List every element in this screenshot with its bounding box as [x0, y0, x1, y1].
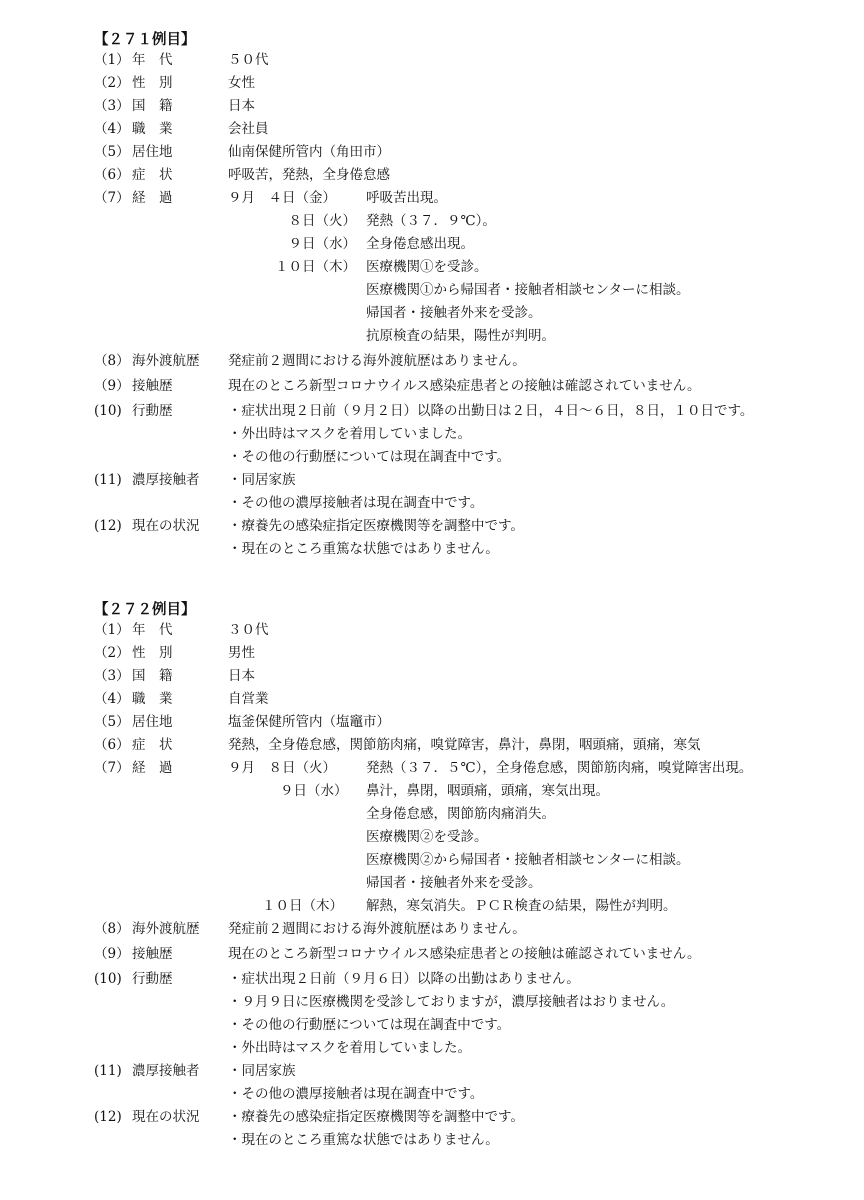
field-label: 現在の状況: [132, 1109, 200, 1125]
field-value: ・症状出現２日前（９月２日）以降の出勤日は２日，４日～６日，８日，１０日です。: [228, 403, 754, 419]
progress-date: ９月 ８日（火）: [228, 760, 336, 776]
field-value: ・現在のところ重篤な状態ではありません。: [228, 1132, 499, 1148]
field-contact: [94, 377, 854, 400]
field-activity-line: [94, 425, 854, 448]
field-travel: [94, 352, 854, 375]
field-number: （5）: [94, 144, 130, 160]
progress-date: ８日（火）: [288, 213, 356, 229]
progress-event: 解熱，寒気消失。ＰＣＲ検査の結果，陽性が判明。: [366, 898, 677, 914]
field-number: （2）: [94, 75, 130, 91]
field-residence: [94, 143, 854, 166]
field-label: 行動歴: [132, 403, 173, 419]
field-value: 発症前２週間における海外渡航歴はありません。: [228, 353, 526, 369]
field-value: ・症状出現２日前（９月６日）以降の出勤はありません。: [228, 971, 580, 987]
field-sex: [94, 644, 854, 667]
field-number: (11): [94, 1063, 122, 1079]
field-age: [94, 51, 854, 74]
progress-row: [94, 851, 854, 874]
field-value: 男性: [228, 645, 255, 661]
field-number: （6）: [94, 737, 130, 753]
progress-event: 全身倦怠感，関節筋肉痛消失。: [366, 806, 555, 822]
progress-row: [94, 258, 854, 281]
field-value: ・９月９日に医療機関を受診しておりますが，濃厚接触者はおりません。: [228, 994, 675, 1010]
field-label: 症 状: [132, 737, 173, 753]
progress-date: ９日（水）: [280, 783, 348, 799]
field-value: ・その他の濃厚接触者は現在調査中です。: [228, 1086, 484, 1102]
field-value: ・外出時はマスクを着用していました。: [228, 426, 471, 442]
field-number: (11): [94, 472, 122, 488]
progress-event: 呼吸苦出現。: [366, 190, 447, 206]
field-status: [94, 1108, 854, 1131]
field-value: 会社員: [228, 121, 269, 137]
field-label: 症 状: [132, 167, 173, 183]
field-close-contacts: [94, 471, 854, 494]
field-number: （3）: [94, 98, 130, 114]
field-value: 発症前２週間における海外渡航歴はありません。: [228, 921, 526, 937]
case-title: 【２７１例目】: [94, 31, 196, 48]
field-symptoms: [94, 166, 854, 189]
progress-date: １０日（木）: [275, 259, 356, 275]
progress-date: １０日（木）: [262, 898, 343, 914]
field-value: ・その他の行動歴については現在調査中です。: [228, 1017, 511, 1033]
field-symptoms: [94, 736, 854, 759]
field-label: 国 籍: [132, 98, 173, 114]
field-label: 性 別: [132, 75, 173, 91]
progress-date: ９月 ４日（金）: [228, 190, 336, 206]
field-status: [94, 517, 854, 540]
field-number: (10): [94, 403, 122, 419]
field-contact: [94, 945, 854, 968]
field-value: 発熱，全身倦怠感，関節筋肉痛，嗅覚障害，鼻汁，鼻閉，咽頭痛，頭痛，寒気: [228, 737, 701, 753]
field-activity-line: [94, 993, 854, 1016]
field-value: 仙南保健所管内（角田市）: [228, 144, 390, 160]
progress-event: 医療機関①を受診。: [366, 259, 488, 275]
field-nationality: [94, 667, 854, 690]
field-number: （8）: [94, 353, 130, 369]
field-number: （2）: [94, 645, 130, 661]
progress-row: [94, 759, 854, 782]
field-number: （9）: [94, 946, 130, 962]
field-value: 現在のところ新型コロナウイルス感染症患者との接触は確認されていません。: [228, 946, 701, 962]
field-number: （8）: [94, 921, 130, 937]
field-number: （5）: [94, 714, 130, 730]
field-label: 海外渡航歴: [132, 921, 200, 937]
progress-row: [94, 782, 854, 805]
progress-event: 医療機関①から帰国者・接触者相談センターに相談。: [366, 282, 690, 298]
field-status-line: [94, 540, 854, 563]
field-activity: [94, 970, 854, 993]
progress-row: [94, 874, 854, 897]
field-activity-line: [94, 1016, 854, 1039]
field-number: （1）: [94, 52, 130, 68]
field-age: [94, 621, 854, 644]
field-label: 経 過: [132, 760, 173, 776]
field-close-line: [94, 494, 854, 517]
progress-event: 医療機関②から帰国者・接触者相談センターに相談。: [366, 852, 690, 868]
field-label: 年 代: [132, 52, 173, 68]
field-label: 接触歴: [132, 946, 173, 962]
field-label: 濃厚接触者: [132, 472, 200, 488]
progress-row: [94, 189, 854, 212]
field-number: (12): [94, 518, 122, 534]
field-label: 接触歴: [132, 378, 173, 394]
field-label: 海外渡航歴: [132, 353, 200, 369]
progress-row: [94, 828, 854, 851]
field-label: 行動歴: [132, 971, 173, 987]
field-value: 塩釜保健所管内（塩竈市）: [228, 714, 390, 730]
field-value: ・外出時はマスクを着用していました。: [228, 1040, 471, 1056]
field-number: （3）: [94, 668, 130, 684]
field-label: 現在の状況: [132, 518, 200, 534]
progress-event: 発熱（３７．５℃），全身倦怠感，関節筋肉痛，嗅覚障害出現。: [366, 760, 753, 776]
field-activity: [94, 402, 854, 425]
progress-row: [94, 304, 854, 327]
field-close-contacts: [94, 1062, 854, 1085]
field-number: （6）: [94, 167, 130, 183]
field-value: 日本: [228, 668, 255, 684]
field-number: （4）: [94, 691, 130, 707]
field-label: 居住地: [132, 144, 173, 160]
progress-row: [94, 212, 854, 235]
field-number: （9）: [94, 378, 130, 394]
field-value: ３０代: [228, 622, 269, 638]
field-label: 経 過: [132, 190, 173, 206]
field-value: 呼吸苦，発熱，全身倦怠感: [228, 167, 390, 183]
field-number: （4）: [94, 121, 130, 137]
field-value: 日本: [228, 98, 255, 114]
field-activity-line: [94, 1039, 854, 1062]
field-number: （1）: [94, 622, 130, 638]
field-value: 自営業: [228, 691, 269, 707]
case-title: 【２７２例目】: [94, 601, 196, 618]
field-label: 性 別: [132, 645, 173, 661]
field-nationality: [94, 97, 854, 120]
progress-event: 発熱（３７．９℃）。: [366, 213, 496, 229]
progress-event: 帰国者・接触者外来を受診。: [366, 305, 542, 321]
progress-row: [94, 281, 854, 304]
field-value: ・療養先の感染症指定医療機関等を調整中です。: [228, 1109, 524, 1125]
progress-event: 医療機関②を受診。: [366, 829, 488, 845]
field-value: ・療養先の感染症指定医療機関等を調整中です。: [228, 518, 524, 534]
field-number: (10): [94, 971, 122, 987]
field-occupation: [94, 120, 854, 143]
field-value: ・その他の濃厚接触者は現在調査中です。: [228, 495, 484, 511]
progress-row: [94, 327, 854, 350]
field-value: 女性: [228, 75, 255, 91]
progress-row: [94, 235, 854, 258]
progress-event: 鼻汁，鼻閉，咽頭痛，頭痛，寒気出現。: [366, 783, 609, 799]
field-value: ・同居家族: [228, 1063, 296, 1079]
field-number: （7）: [94, 190, 130, 206]
progress-row: [94, 897, 854, 920]
field-value: ・その他の行動歴については現在調査中です。: [228, 449, 511, 465]
field-value: ５０代: [228, 52, 269, 68]
field-number: (12): [94, 1109, 122, 1125]
field-activity-line: [94, 448, 854, 471]
case-272: [94, 598, 854, 1154]
progress-event: 抗原検査の結果，陽性が判明。: [366, 328, 555, 344]
case-271: [94, 28, 854, 563]
field-label: 職 業: [132, 691, 173, 707]
field-label: 年 代: [132, 622, 173, 638]
field-label: 職 業: [132, 121, 173, 137]
field-label: 国 籍: [132, 668, 173, 684]
field-occupation: [94, 690, 854, 713]
field-travel: [94, 920, 854, 943]
progress-event: 全身倦怠感出現。: [366, 236, 474, 252]
field-residence: [94, 713, 854, 736]
field-label: 濃厚接触者: [132, 1063, 200, 1079]
progress-date: ９日（水）: [288, 236, 356, 252]
field-label: 居住地: [132, 714, 173, 730]
field-value: ・同居家族: [228, 472, 296, 488]
field-value: ・現在のところ重篤な状態ではありません。: [228, 541, 499, 557]
field-sex: [94, 74, 854, 97]
field-value: 現在のところ新型コロナウイルス感染症患者との接触は確認されていません。: [228, 378, 701, 394]
progress-event: 帰国者・接触者外来を受診。: [366, 875, 542, 891]
progress-row: [94, 805, 854, 828]
field-number: （7）: [94, 760, 130, 776]
field-close-line: [94, 1085, 854, 1108]
field-status-line: [94, 1131, 854, 1154]
